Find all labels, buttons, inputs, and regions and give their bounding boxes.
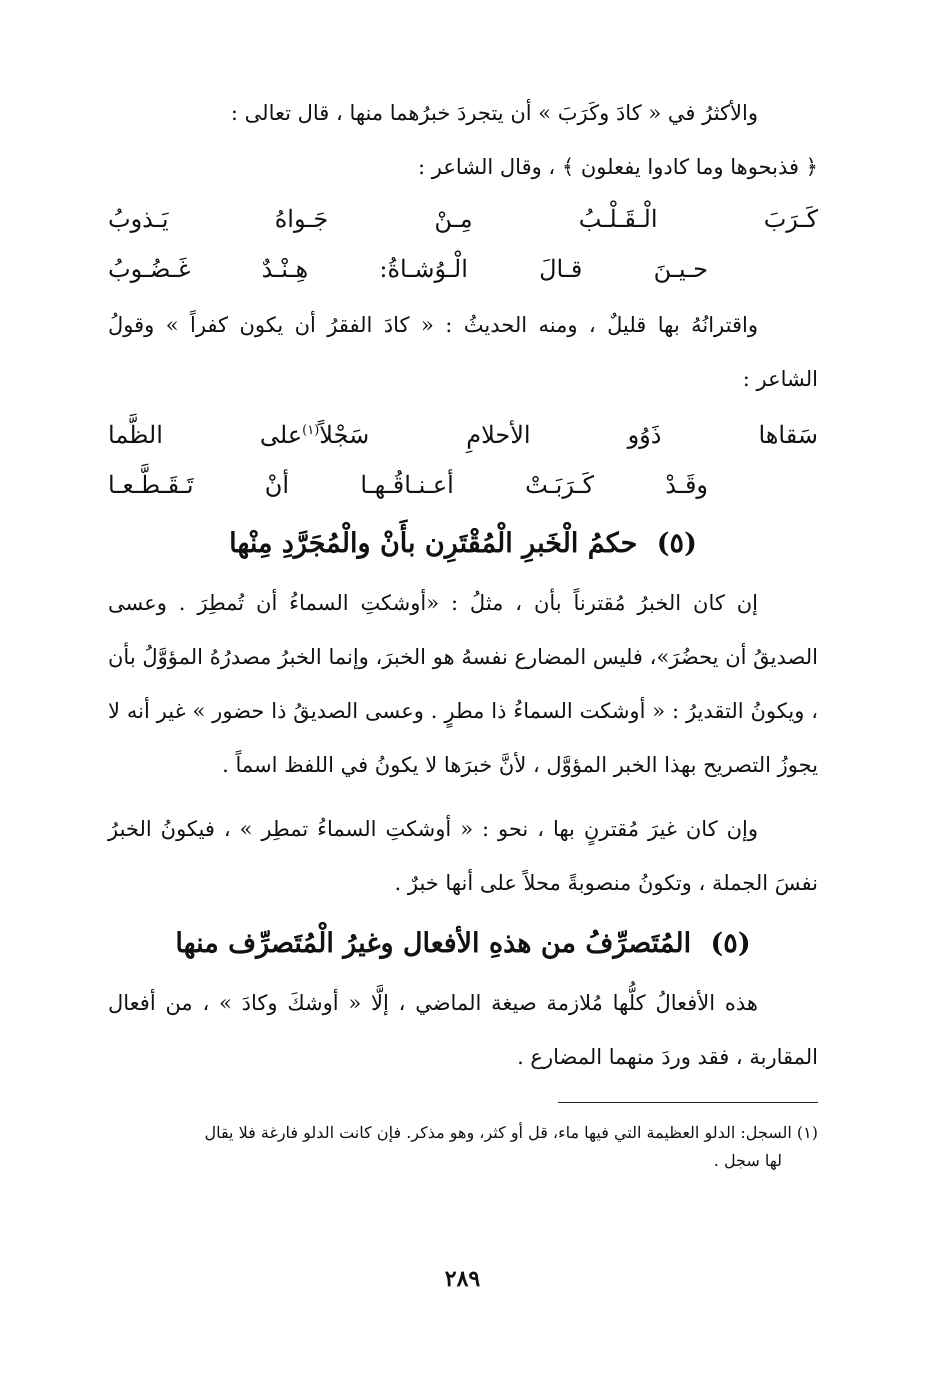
heading-2-title: المُتَصرِّفُ من هذهِ الأفعال وغيرُ الْمُتَصرِّف منها xyxy=(175,928,692,959)
verse-1-second-hemistich: حـيـنَ قـالَ الْـوُشـاةُ: هِـنْـدٌ غَـضُـوبُ xyxy=(108,255,708,283)
paragraph-3: إن كان الخبرُ مُقترناً بأن ، مثلُ : «أوشكتِ السماءُ أن تُمطِرَ . وعسى الصديقُ أن يحضُرَ»، فليس المضارع نفسهُ هو الخبرَ، وإنما الخبرُ مصدرُهُ المؤوَّلُ بأن ، ويكونُ التقديرُ : « أوشكت السماءُ ذا مطرٍ . وعسى الصديقُ ذا حضور » غير أنه لا يجوزُ التصريح بهذا الخبر المؤوَّل ، لأنَّ خبرَها لا يكونُ في اللفظ اسماً . xyxy=(108,591,818,777)
intro-paragraph xyxy=(108,86,818,194)
footnote-marker: (١) xyxy=(796,1123,818,1142)
verse-block-2 xyxy=(108,406,818,510)
verse-2-second-hemistich: وقَـدْ كَـرَبَـتْ أعـنـاقُـهـا أنْ تَـقَـطَّـعـا xyxy=(108,471,708,499)
footnote-line-2: لها سجل . xyxy=(713,1151,782,1170)
footnote xyxy=(108,1119,818,1175)
section-heading-1 xyxy=(108,514,818,574)
heading-2-number: (٥) xyxy=(710,928,751,959)
heading-1-number: (٥) xyxy=(656,528,697,559)
verse-block-1 xyxy=(108,194,818,294)
page-number: ٢٨٩ xyxy=(444,1266,481,1292)
page-body xyxy=(108,86,818,1175)
verse-2-first-part: سَقاها ذَوُو الأحلامِ سَجْلاً xyxy=(319,421,818,449)
footnote-line-1: السجل: الدلو العظيمة التي فيها ماء، قل أو كثر، وهو مذكر. فإن كانت الدلو فارغة فلا يقال xyxy=(204,1123,792,1142)
footnote-divider xyxy=(558,1102,818,1103)
paragraph-2: واقترانُهُ بها قليلٌ ، ومنه الحديثُ : « كادَ الفقرُ أن يكون كفراً » وقولُ الشاعر : xyxy=(108,313,818,391)
section-heading-2 xyxy=(108,914,818,974)
intro-line-1: والأكثرُ في « كادَ وكَرَبَ » أن يتجردَ خبرُهما منها ، قال تعالى : xyxy=(230,101,758,125)
verse-1-first-hemistich: كَـرَبَ الْـقَـلْـبُ مِـنْ جَـواهُ يَـذوبُ xyxy=(108,205,818,233)
paragraph-4: وإن كان غيرَ مُقترنٍ بها ، نحو : « أوشكتِ السماءُ تمطِر » ، فيكونُ الخبرُ نفسَ الجملة ، وتكونُ منصوبةً محلاً على أنها خبرٌ . xyxy=(108,817,818,895)
verse-2-first-hemistich xyxy=(108,406,818,460)
intro-line-2: ﴿ فذبحوها وما كادوا يفعلون ﴾ ، وقال الشاعر : xyxy=(418,155,818,179)
heading-1-title: حكمُ الْخَبرِ الْمُقْتَرِن بأَنْ والْمُجَرَّدِ مِنْها xyxy=(229,528,638,559)
verse-2-first-rest: على الظَّما xyxy=(108,421,303,449)
paragraph-5: هذه الأفعالُ كلُّها مُلازمة صيغة الماضي ، إلَّا « أوشكَ وكادَ » ، من أفعال المقاربة ، فقد وردَ منهما المضارع . xyxy=(108,991,818,1069)
footnote-reference: (١) xyxy=(302,423,320,438)
